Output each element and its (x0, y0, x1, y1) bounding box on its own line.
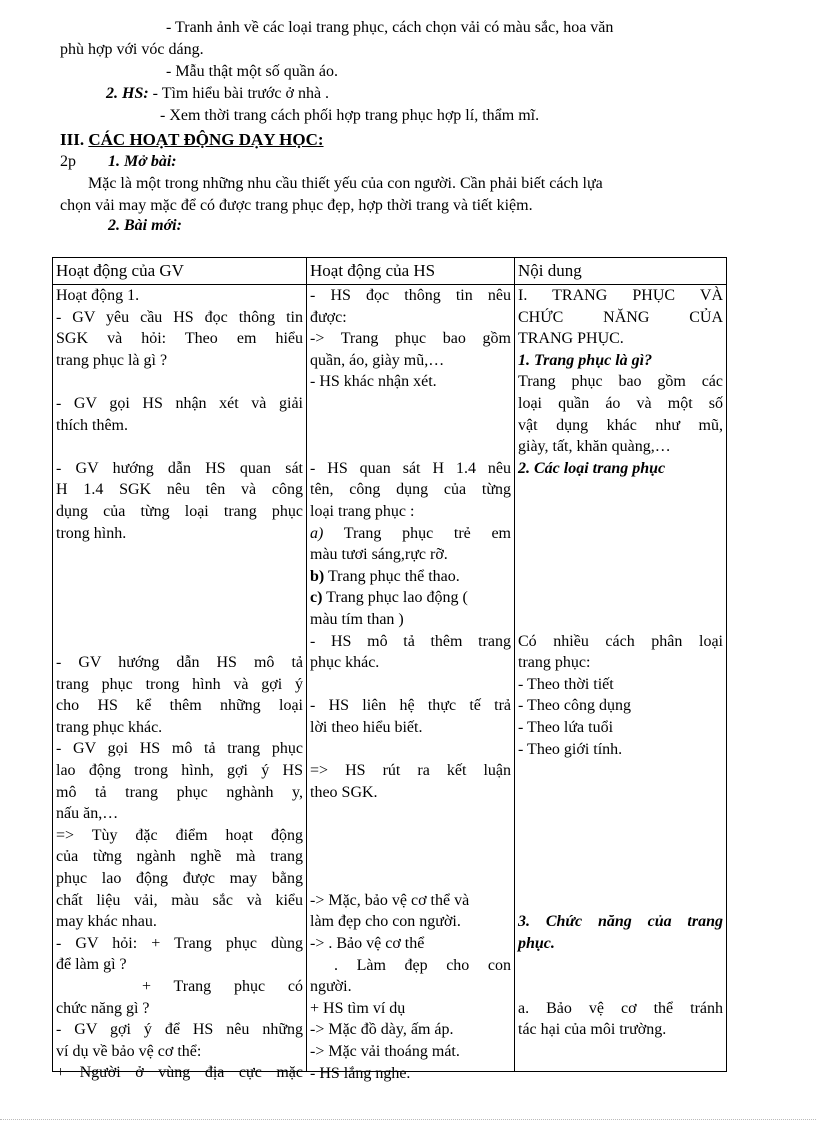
content-line: vật dụng khác như mũ, (518, 416, 723, 434)
section-heading (60, 130, 324, 150)
intro-label: 1. Mở bài: (108, 153, 177, 170)
content-line: - Theo giới tính. (518, 740, 623, 758)
intro-line1: Mặc là một trong những nhu cầu thiết yếu của con người. Cần phải biết cách lựa (88, 175, 603, 192)
hs-line: màu tím than ) (310, 611, 404, 628)
hs-line (310, 523, 511, 545)
hs-column (307, 285, 515, 1082)
hs-line (310, 587, 511, 609)
header-gv: Hoạt động của GV (53, 258, 307, 285)
gv-line: dụng của từng loại trang phục (56, 503, 303, 520)
gv-line: mô tả trang phục nghành y, (56, 783, 303, 801)
hs-line: -> . Bảo vệ cơ thể (310, 935, 425, 952)
content-line: CHỨC NĂNG CỦA (518, 308, 723, 326)
content-subheading: 1. Trang phục là gì? (518, 351, 653, 369)
page-bottom-divider (0, 1119, 816, 1120)
content-line: - Theo công dụng (518, 697, 632, 715)
gv-line: để làm gì ? (56, 956, 127, 974)
hs-line: . Làm đẹp cho con (334, 956, 511, 974)
gv-line: - GV hướng dẫn HS quan sát (56, 459, 303, 477)
content-subheading: phục. (518, 935, 555, 952)
hs-line (310, 566, 511, 588)
gv-line: - GV gợi ý để HS nêu những (56, 1021, 303, 1039)
hs-line: lời theo hiểu biết. (310, 719, 423, 736)
hs-line: quần, áo, giày mũ,… (310, 351, 445, 369)
content-line: - Theo thời tiết (518, 675, 614, 693)
gv-line: - GV gọi HS mô tả trang phục (56, 740, 303, 758)
activity-table (52, 257, 727, 1082)
gv-line: thích thêm. (56, 416, 128, 434)
content-line: loại quần áo và một số (518, 395, 723, 412)
table-row (53, 285, 727, 1072)
hs-line: => HS rút ra kết luận (310, 762, 511, 780)
intro-heading-line (60, 152, 76, 172)
gv-line: lao động trong hình, gợi ý HS (56, 762, 303, 779)
hs-line: - HS quan sát H 1.4 nêu (310, 459, 511, 477)
gv-line: Hoạt động 1. (56, 287, 140, 304)
gv-line: - GV hướng dẫn HS mô tả (56, 654, 303, 671)
content-subheading: 2. Các loại trang phục (518, 459, 666, 477)
prep-hs-label: 2. HS: (106, 85, 149, 102)
content-line: tác hại của môi trường. (518, 1021, 667, 1039)
hs-item-a: Trang phục trẻ em (323, 524, 511, 542)
hs-line: - HS đọc thông tin nêu (310, 287, 511, 304)
prep-gv-item2: - Mẫu thật một số quần áo. (166, 63, 338, 80)
gv-line: H 1.4 SGK nêu tên và công (56, 481, 303, 499)
hs-line: - HS liên hệ thực tế trả (310, 697, 511, 715)
hs-line: - HS khác nhận xét. (310, 373, 437, 391)
gv-column (53, 285, 307, 1082)
content-line: TRANG PHỤC. (518, 330, 624, 348)
gv-line: trang phục khác. (56, 718, 163, 736)
gv-line: cho HS kể thêm những loại (56, 697, 303, 715)
header-content: Nội dung (515, 258, 727, 285)
hs-line: - HS lắng nghe. (310, 1064, 411, 1082)
gv-line: phục lao động được may bằng (56, 870, 303, 887)
hs-line: -> Trang phục bao gồm (310, 330, 511, 348)
gv-line: ví dụ về bảo vệ cơ thể: (56, 1042, 202, 1060)
prep-hs-item2: - Xem thời trang cách phối hợp trang phục hợp lí, thẩm mĩ. (160, 107, 540, 124)
gv-line: trong hình. (56, 524, 127, 542)
hs-line: được: (310, 308, 347, 326)
content-line: trang phục: (518, 654, 591, 672)
gv-line: chức năng gì ? (56, 999, 150, 1017)
gv-line: may khác nhau. (56, 913, 157, 931)
hs-line: loại trang phục : (310, 503, 415, 520)
gv-line: SGK và hỏi: Theo em hiểu (56, 330, 303, 348)
prep-hs-item1: - Tìm hiểu bài trước ở nhà . (148, 85, 330, 102)
content-line: a. Bảo vệ cơ thể tránh (518, 999, 723, 1017)
gv-line: + Người ở vùng địa cực mặc (56, 1064, 303, 1082)
gv-line: chất liệu vải, màu sắc và kiểu (56, 891, 303, 909)
gv-line: của từng ngành nghề mà trang (56, 848, 303, 866)
content-line: - Theo lứa tuổi (518, 719, 614, 736)
content-column (515, 285, 727, 1072)
hs-line: -> Mặc, bảo vệ cơ thể và (310, 891, 470, 909)
content-line: Có nhiều cách phân loại (518, 632, 723, 650)
hs-line: - HS mô tả thêm trang (310, 632, 511, 650)
gv-line: nấu ăn,… (56, 805, 119, 823)
hs-line: -> Mặc đồ dày, ấm áp. (310, 1021, 454, 1039)
section-title: CÁC HOẠT ĐỘNG DẠY HỌC: (88, 130, 324, 149)
hs-item-b: Trang phục thể thao. (324, 567, 460, 585)
gv-line: - GV gọi HS nhận xét và giải (56, 395, 303, 412)
hs-line: người. (310, 978, 352, 996)
hs-line: tên, công dụng của từng (310, 481, 511, 499)
hs-marker-c: c) (310, 589, 323, 607)
header-hs: Hoạt động của HS (307, 258, 515, 285)
hs-line: theo SGK. (310, 783, 378, 801)
prep-gv-item1-line2: phù hợp với vóc dáng. (60, 41, 204, 58)
hs-marker-a: a) (310, 524, 324, 542)
intro-line2: chọn vải may mặc để có được trang phục đẹp, hợp thời trang và tiết kiệm. (60, 197, 533, 214)
gv-line: => Tùy đặc điểm hoạt động (56, 826, 303, 844)
hs-line: phục khác. (310, 654, 380, 672)
new-lesson-label: 2. Bài mới: (108, 217, 182, 234)
content-line: I. TRANG PHỤC VÀ (518, 287, 723, 304)
hs-line: màu tươi sáng,rực rỡ. (310, 546, 448, 564)
hs-line: + HS tìm ví dụ (310, 999, 406, 1017)
prep-hs-line (106, 84, 329, 104)
gv-line: trang phục trong hình và gợi ý (56, 675, 303, 693)
gv-line: + Trang phục có (142, 978, 303, 995)
gv-line: trang phục là gì ? (56, 351, 168, 369)
gv-line: - GV hỏi: + Trang phục dùng (56, 934, 303, 952)
hs-line: -> Mặc vải thoáng mát. (310, 1043, 460, 1060)
hs-marker-b: b) (310, 567, 325, 585)
section-number: III. (60, 130, 85, 149)
intro-time: 2p (60, 153, 76, 170)
table-header-row (53, 258, 727, 285)
gv-line: - GV yêu cầu HS đọc thông tin (56, 308, 303, 326)
content-line: giày, tất, khăn quàng,… (518, 438, 671, 456)
prep-gv-item1-line1: - Tranh ảnh về các loại trang phục, cách chọn vải có màu sắc, hoa văn (166, 19, 614, 36)
hs-item-c: Trang phục lao động ( (322, 589, 468, 607)
hs-line: làm đẹp cho con người. (310, 913, 461, 931)
content-line: Trang phục bao gồm các (518, 373, 723, 391)
content-subheading: 3. Chức năng của trang (518, 913, 723, 931)
